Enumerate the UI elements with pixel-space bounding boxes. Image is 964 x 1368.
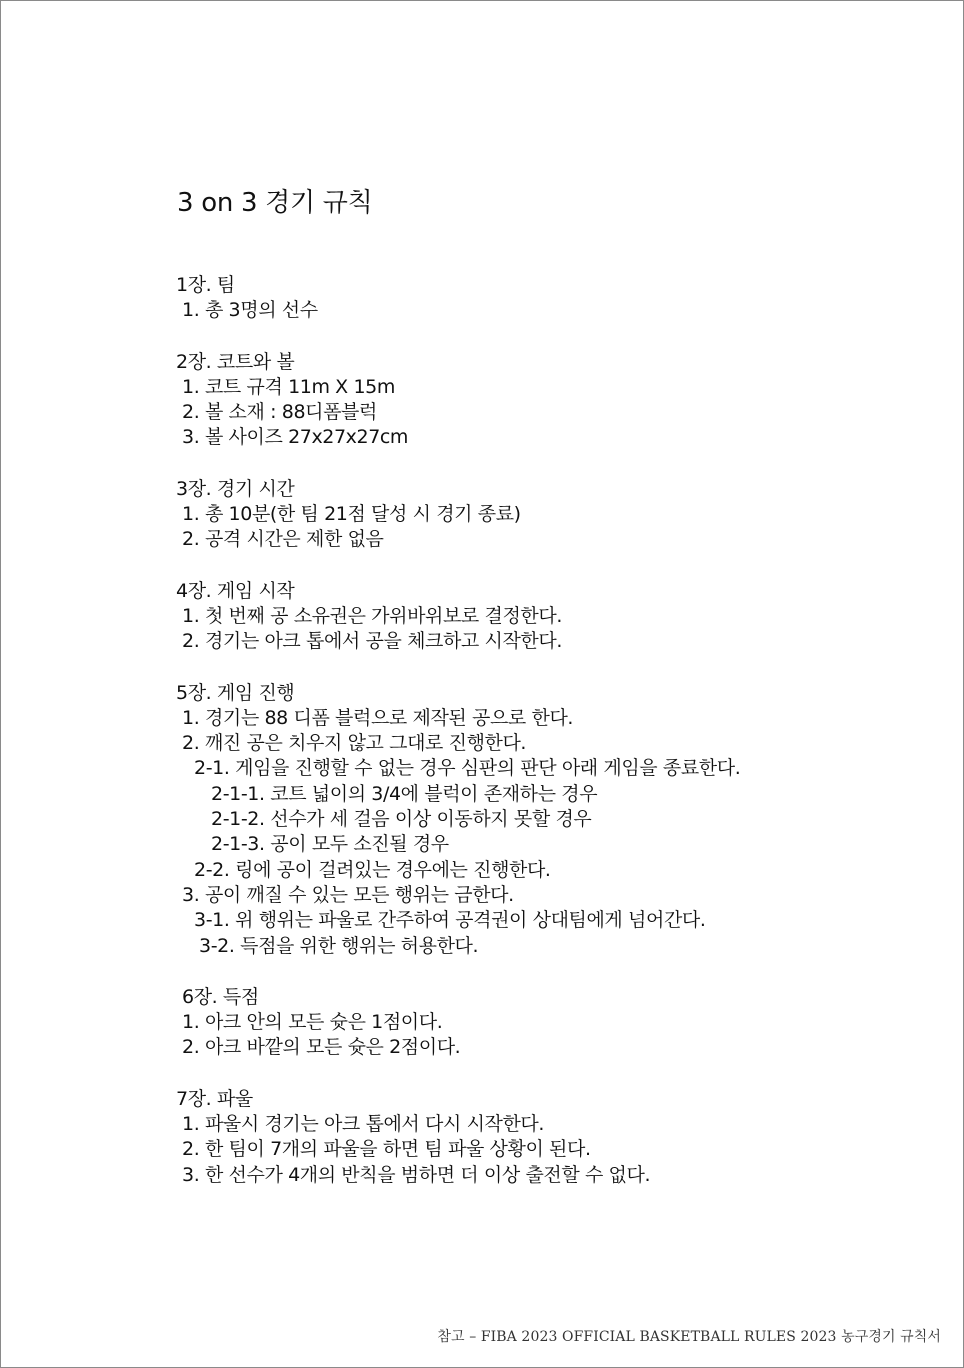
rule-line: 3. 공이 깨질 수 있는 모든 행위는 금한다. <box>182 883 514 906</box>
section-heading: 3장. 경기 시간 <box>176 477 295 500</box>
section-team <box>176 273 936 324</box>
rule-line: 1. 파울시 경기는 아크 톱에서 다시 시작한다. <box>182 1113 545 1136</box>
rule-subline: 3-1. 위 행위는 파울로 간주하여 공격권이 상대팀에게 넘어간다. <box>194 909 706 932</box>
rule-line: 2. 볼 소재 : 88디폼블럭 <box>182 401 377 424</box>
section-game-time <box>176 477 936 553</box>
section-game-progress <box>176 681 936 959</box>
rule-line: 1. 첫 번째 공 소유권은 가위바위보로 결정한다. <box>182 604 562 627</box>
rule-subline: 3-2. 득점을 위한 행위는 허용한다. <box>199 934 479 957</box>
rule-line: 3. 볼 사이즈 27x27x27cm <box>182 426 409 449</box>
section-game-start <box>176 579 936 655</box>
section-heading: 7장. 파울 <box>176 1087 253 1110</box>
rule-subline: 2-2. 링에 공이 걸려있는 경우에는 진행한다. <box>194 858 551 881</box>
rule-subsubline: 2-1-1. 코트 넓이의 3/4에 블럭이 존재하는 경우 <box>211 782 598 805</box>
rule-line: 1. 코트 규격 11m X 15m <box>182 375 395 398</box>
rule-line: 1. 아크 안의 모든 슛은 1점이다. <box>182 1011 443 1034</box>
rule-subsubline: 2-1-2. 선수가 세 걸음 이상 이동하지 못할 경우 <box>211 808 592 831</box>
rule-line: 2. 아크 바깥의 모든 슛은 2점이다. <box>182 1036 461 1059</box>
section-heading: 2장. 코트와 볼 <box>176 350 295 373</box>
section-heading: 5장. 게임 진행 <box>176 681 295 704</box>
rule-line: 2. 깨진 공은 치우지 않고 그대로 진행한다. <box>182 732 527 755</box>
rule-line: 2. 한 팀이 7개의 파울을 하면 팀 파울 상황이 된다. <box>182 1138 591 1161</box>
section-fouls <box>176 1087 936 1188</box>
section-court-and-ball <box>176 350 936 451</box>
document-title: 3 on 3 경기 규칙 <box>177 188 373 218</box>
rule-subline: 2-1. 게임을 진행할 수 없는 경우 심판의 판단 아래 게임을 종료한다. <box>194 757 741 780</box>
rule-line: 2. 공격 시간은 제한 없음 <box>182 528 384 551</box>
page-footer-reference: 참고 – FIBA 2023 OFFICIAL BASKETBALL RULES 2023 농구경기 규칙서 <box>437 1329 941 1345</box>
rule-subsubline: 2-1-3. 공이 모두 소진될 경우 <box>211 833 449 856</box>
section-heading: 4장. 게임 시작 <box>176 579 295 602</box>
rule-line: 2. 경기는 아크 톱에서 공을 체크하고 시작한다. <box>182 630 562 653</box>
section-scoring <box>176 985 936 1061</box>
section-heading: 1장. 팀 <box>176 274 235 296</box>
rules-content <box>176 273 936 1214</box>
section-heading: 6장. 득점 <box>182 985 259 1008</box>
rule-line: 1. 총 10분(한 팀 21점 달성 시 경기 종료) <box>182 503 521 526</box>
rule-line: 3. 한 선수가 4개의 반칙을 범하면 더 이상 출전할 수 없다. <box>182 1163 651 1186</box>
rule-line: 1. 총 3명의 선수 <box>182 299 318 322</box>
rule-line: 1. 경기는 88 디폼 블럭으로 제작된 공으로 한다. <box>182 706 574 729</box>
